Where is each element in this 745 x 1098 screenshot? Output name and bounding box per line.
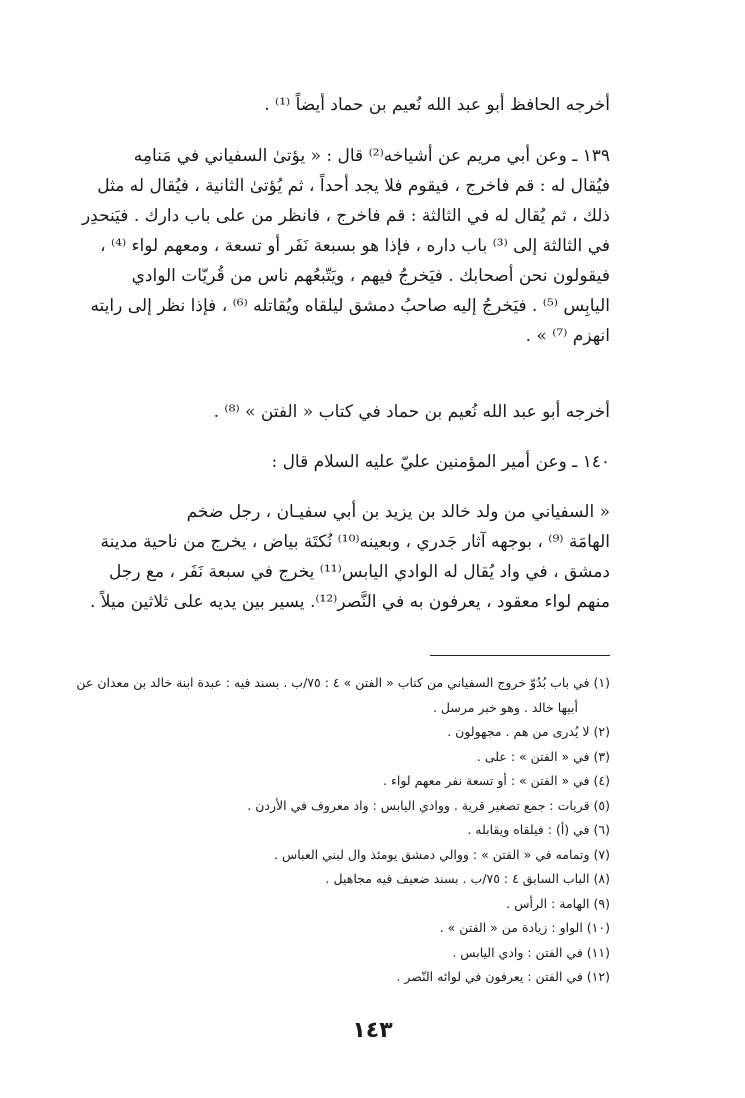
text-line: فيُقال له : قم فاخرج ، فيقوم فلا يجد أحداً ، ثم يُؤتىٰ الثانية ، فيُقال له مثل xyxy=(97,176,610,196)
page-number: ١٤٣ xyxy=(352,1018,393,1043)
text-line: دمشق ، في واد يُقال له الوادي اليابس⁽¹¹⁾ يخرج في سبعة نَفَر ، مع رجل xyxy=(108,562,610,582)
footnote-1-continuation: أبيها خالد . وهو خبر مرسل . xyxy=(432,699,578,715)
paragraph-hadith-140 xyxy=(90,497,610,617)
footnote-9: (٩) الهامة : الرأس . xyxy=(506,895,610,911)
text-line: اليابِس ⁽⁵⁾ . فيَخرجُ إليه صاحبُ دمشق ليلقاه ويُقاتله ⁽⁶⁾ ، فإذا نظر إلى رايته xyxy=(90,296,610,316)
text-line: انهزم ⁽⁷⁾ » . xyxy=(525,326,610,346)
footnote-5: (٥) قريات : جمع تصغير قرية . ووادي اليابس : واد معروف في الأردن . xyxy=(247,797,610,813)
text-line: أخرجه الحافظ أبو عبد الله نُعيم بن حماد أيضاً ⁽¹⁾ . xyxy=(264,95,610,115)
footnote-1: (١) في باب بُدُوّ خروج السفياني من كتاب « الفتن » ٤ : ٧٥/ب . بسند فيه : عبدة ابنة خالد بن معدان عن xyxy=(76,675,610,690)
footnote-divider xyxy=(430,655,610,656)
text-line: ١٤٠ ـ وعن أمير المؤمنين عليّ عليه السلام قال : xyxy=(271,452,610,472)
text-line: الهامَة ⁽⁹⁾ ، بوجهه آثار جَدري ، وبعينه⁽¹⁰⁾ نُكتَة بياض ، يخرج من ناحية مدينة xyxy=(100,532,610,552)
text-line: منهم لواء معقود ، يعرفون به في النَّصر⁽¹²⁾. يسير بين يديه على ثلاثين ميلاً . xyxy=(90,592,610,612)
paragraph-attribution-1 xyxy=(110,90,610,120)
footnote-4: (٤) في « الفتن » : أو تسعة نفر معهم لواء . xyxy=(383,773,610,788)
text-line: في الثالثة إلى ⁽³⁾ باب داره ، فإذا هو بسبعة نَفَر أو تسعة ، ومعهم لواء ⁽⁴⁾ ، xyxy=(100,236,610,256)
text-line: أخرجه أبو عبد الله نُعيم بن حماد في كتاب « الفتن » ⁽⁸⁾ . xyxy=(213,402,610,422)
footnote-11: (١١) في الفتن : وادي اليابس . xyxy=(452,944,610,960)
footnote-3: (٣) في « الفتن » : على . xyxy=(476,748,610,764)
footnote-6: (٦) في (أ) : فيلقاه ويقابله . xyxy=(467,822,610,837)
paragraph-hadith-140-intro xyxy=(110,447,610,477)
footnote-2: (٢) لا يُدرى من هم . مجهولون . xyxy=(447,724,610,739)
footnote-8: (٨) الباب السابق ٤ : ٧٥/ب . بسند ضعيف فيه مجاهيل . xyxy=(325,871,610,886)
text-line: ١٣٩ ـ وعن أبي مريم عن أشياخه⁽²⁾ قال : « يؤتىٰ السفياني في مَنامِه xyxy=(133,146,610,166)
paragraph-hadith-139 xyxy=(81,141,610,351)
footnotes xyxy=(76,671,610,990)
footnote-12: (١٢) في الفتن : يعرفون في لوائه النّصر . xyxy=(396,969,610,984)
footnote-7: (٧) وتمامه في « الفتن » : ووالي دمشق يومئذ وال لبني العباس . xyxy=(274,846,610,862)
text-line: فيقولون نحن أصحابك . فيَخرجُ فيهم ، ويَتّبعُهم ناس من قُريّات الوادي xyxy=(131,266,610,286)
text-line: « السفياني من ولد خالد بن يزيد بن أبي سفيـان ، رجل ضخم xyxy=(186,502,610,522)
paragraph-attribution-2 xyxy=(110,397,610,427)
footnote-10: (١٠) الواو : زيادة من « الفتن » . xyxy=(439,920,610,935)
text-line: ذلك ، ثم يُقال له في الثالثة : قم فاخرج ، فانظر من على باب دارك . فيَنحدِر xyxy=(81,206,610,226)
